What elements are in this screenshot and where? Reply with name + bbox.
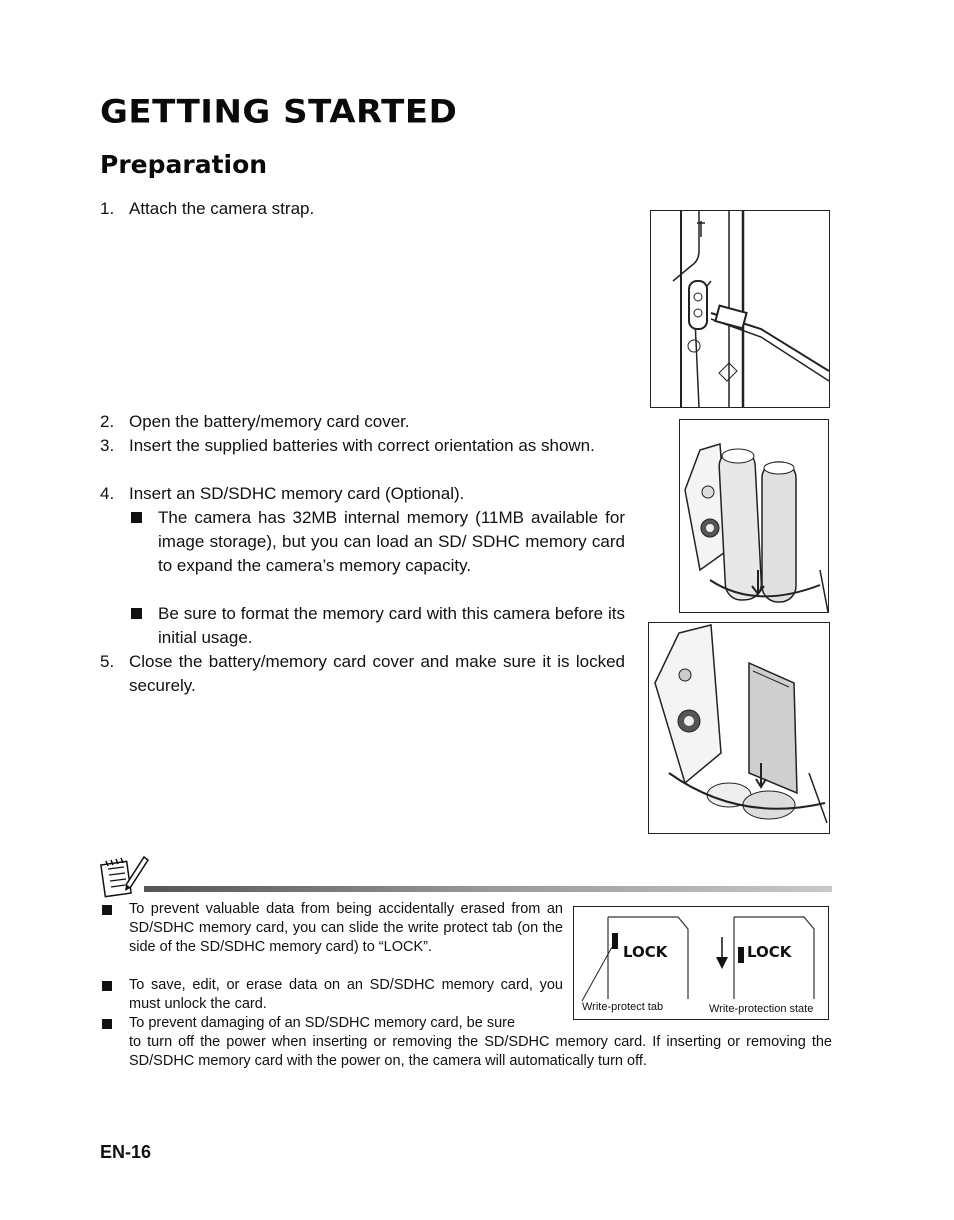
caption-write-protection-state: Write-protection state (709, 1003, 814, 1015)
bullet-text: Be sure to format the memory card with this camera before its initial usage. (158, 604, 625, 647)
step-5 (0, 650, 640, 698)
note-pencil-icon (100, 853, 150, 899)
step-text: Open the battery/memory card cover. (129, 412, 410, 431)
note-item-3 (0, 1014, 580, 1033)
note-text: To prevent valuable data from being accidentally erased from an SD/SDHC memory card, you can slide the write protect tab (on the side of the SD/SDHC memory card) to “LOCK”. (129, 901, 563, 955)
step-number: 3. (100, 436, 115, 455)
step-4-bullet-2 (0, 602, 640, 650)
section-title: GETTING STARTED (100, 93, 458, 131)
step-number: 4. (100, 484, 115, 503)
step-text: Insert an SD/SDHC memory card (Optional). (129, 484, 465, 503)
step-number: 1. (100, 199, 115, 218)
step-4-bullet-1 (0, 506, 640, 602)
step-2 (0, 410, 640, 434)
caption-write-protect-tab: Write-protect tab (582, 1001, 664, 1013)
step-text: Insert the supplied batteries with correct orientation as shown. (129, 436, 595, 455)
bullet-square (131, 608, 142, 619)
bullet-square (102, 981, 112, 991)
note-item-3-continued (0, 1033, 840, 1071)
lock-label-right: LOCK (747, 943, 792, 961)
note-text: To prevent damaging of an SD/SDHC memory card, be sure (129, 1015, 516, 1031)
memory-card-insertion-illustration (648, 622, 830, 834)
step-1 (0, 197, 640, 221)
subsection-title: Preparation (100, 150, 268, 179)
bullet-text: The camera has 32MB internal memory (11MB available for image storage), but you can load an SD/ SDHC memory card to expand the camera’s memory capacity. (158, 508, 625, 575)
step-number: 5. (100, 652, 115, 671)
camera-strap-illustration (650, 210, 830, 408)
bullet-square (131, 512, 142, 523)
note-text: to turn off the power when inserting or removing the SD/SDHC memory card. If inserting or removing the SD/SDHC memory card with the power on, the camera will automatically turn off. (129, 1034, 832, 1069)
bullet-square (102, 1019, 112, 1029)
step-3 (0, 434, 640, 482)
step-text: Attach the camera strap. (129, 199, 315, 218)
lock-label-left: LOCK (623, 943, 668, 961)
battery-insertion-illustration (679, 419, 829, 613)
step-number: 2. (100, 412, 115, 431)
note-text: To save, edit, or erase data on an SD/SDHC memory card, you must unlock the card. (129, 977, 563, 1012)
note-item-1 (0, 900, 580, 976)
note-divider (144, 886, 832, 892)
write-protect-diagram (573, 906, 829, 1020)
note-item-2 (0, 976, 580, 1014)
bullet-square (102, 905, 112, 915)
step-4 (0, 482, 640, 506)
step-text: Close the battery/memory card cover and make sure it is locked securely. (129, 652, 625, 695)
page-number: EN-16 (100, 1142, 152, 1162)
